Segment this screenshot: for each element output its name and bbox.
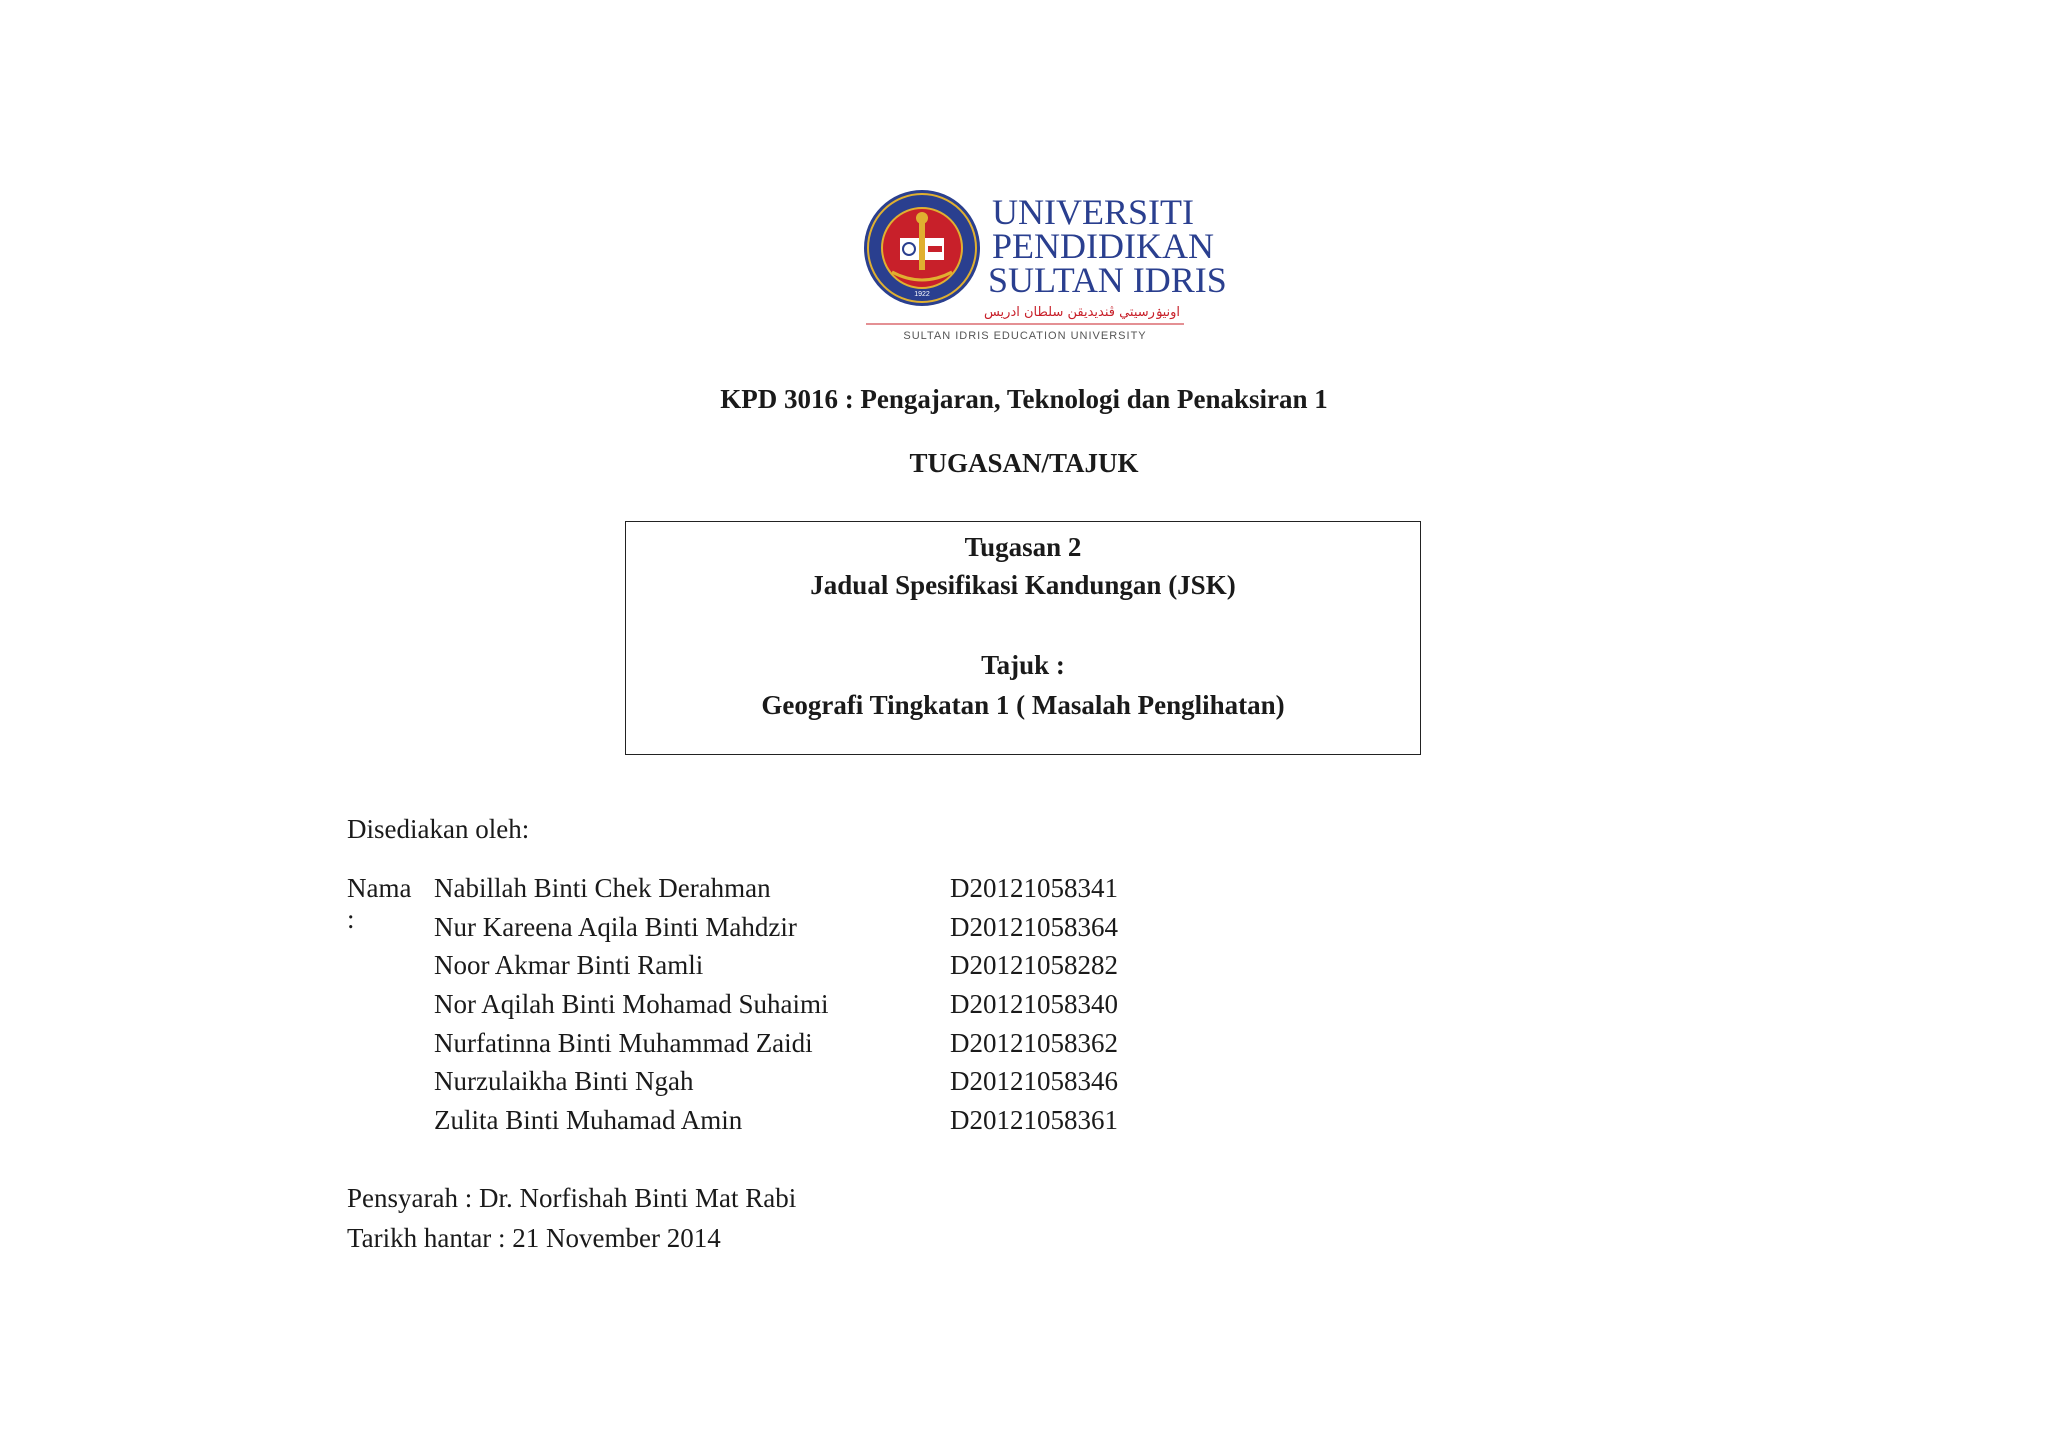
university-seal-icon [864,190,980,306]
prepared-by-label: Disediakan oleh: [347,814,530,844]
assignment-title: Jadual Spesifikasi Kandungan (JSK) [810,570,1236,600]
nama-label: Nama : [347,873,412,934]
member-name: Nabillah Binti Chek Derahman [434,873,771,903]
member-name: Nurfatinna Binti Muhammad Zaidi [434,1027,813,1058]
assignment-heading: TUGASAN/TAJUK [909,448,1139,478]
jawi-name: اونيۏرسيتي ڤنديديقن سلطان ادريس [983,305,1180,320]
svg-text:1922: 1922 [914,291,930,298]
svg-text:SULTAN IDRIS: SULTAN IDRIS [988,260,1227,300]
member-id: D20121058340 [950,989,1118,1020]
svg-text:UNIVERSITI: UNIVERSITI [992,192,1194,232]
topic-title: Geografi Tingkatan 1 ( Masalah Penglihatan) [761,690,1285,720]
member-name: Nor Aqilah Binti Mohamad Suhaimi [434,989,829,1020]
member-id: D20121058346 [950,1066,1118,1097]
assignment-box [625,521,1421,755]
member-id: D20121058362 [950,1027,1118,1058]
member-name: Nur Kareena Aqila Binti Mahdzir [434,911,797,942]
english-name: SULTAN IDRIS EDUCATION UNIVERSITY [903,330,1147,342]
university-logo [862,188,1227,344]
member-id: D20121058341 [950,873,1118,903]
university-wordmark [988,192,1227,300]
assignment-number: Tugasan 2 [964,532,1082,562]
member-id: D20121058282 [950,950,1118,981]
submission-date: Tarikh hantar : 21 November 2014 [347,1223,721,1253]
topic-label: Tajuk : [981,650,1065,680]
lecturer-line: Pensyarah : Dr. Norfishah Binti Mat Rabi [347,1183,797,1213]
member-id: D20121058364 [950,911,1118,942]
course-title: KPD 3016 : Pengajaran, Teknologi dan Penaksiran 1 [720,384,1328,414]
member-id: D20121058361 [950,1105,1118,1136]
member-name: Nurzulaikha Binti Ngah [434,1066,694,1097]
svg-text:PENDIDIKAN: PENDIDIKAN [992,226,1214,266]
member-name: Zulita Binti Muhamad Amin [434,1105,743,1136]
member-name: Noor Akmar Binti Ramli [434,950,704,981]
